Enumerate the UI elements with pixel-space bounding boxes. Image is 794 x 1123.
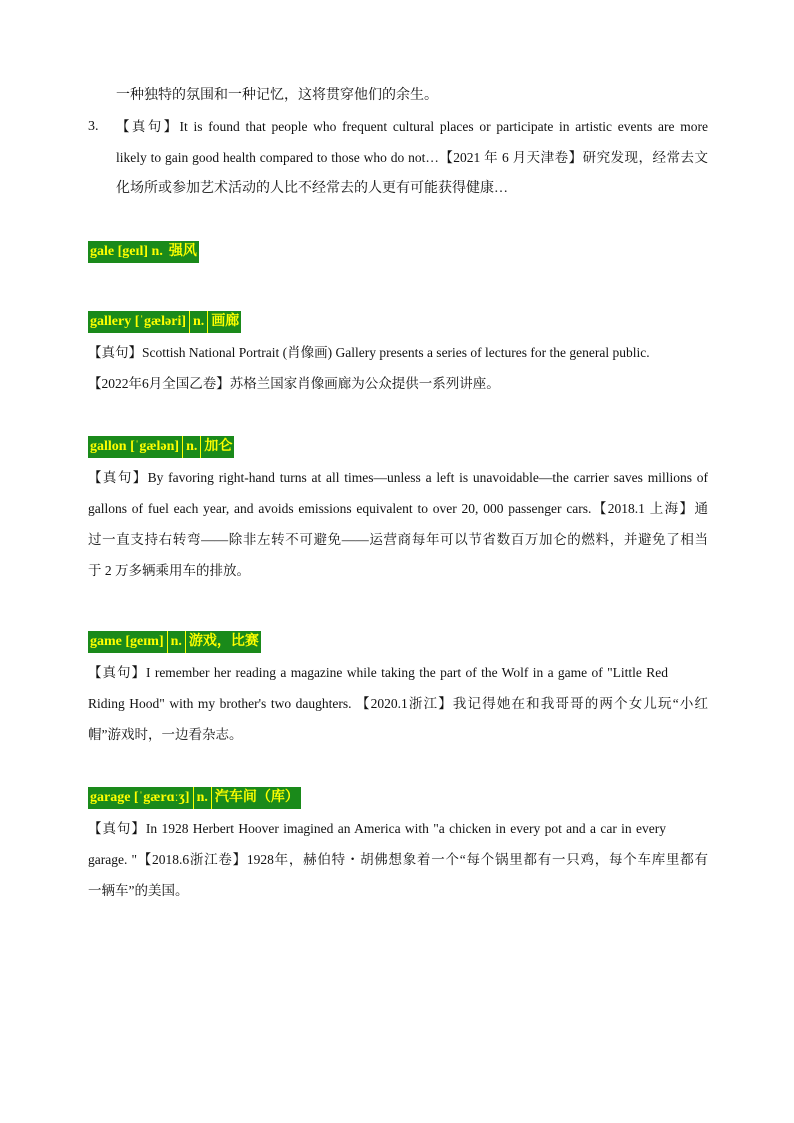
head-pos: n. [193,314,205,329]
divider [211,787,212,809]
intro-line-1: 一种独特的氛围和一种记忆，这将贯穿他们的余生。 [116,88,438,103]
divider [193,787,194,809]
head-pos: n. [170,634,182,649]
entry-line: 【真句】In 1928 Herbert Hoover imagined an America with "a chicken in every pot and a car in every [88,821,666,836]
divider [185,631,186,653]
item-number: 3. [88,119,99,134]
head-meaning: 强风 [168,244,197,259]
head-meaning: 汽车间（库） [214,790,299,805]
head-word: gallery [ˈgæləri] [90,314,187,329]
head-word: gallon [ˈgælən] [90,439,180,454]
head-meaning: 游戏，比赛 [188,634,259,649]
entry-line: 【真句】By favoring right-hand turns at all times—unless a left is unavoidable—the carrier saves millions of [88,470,708,485]
divider [200,436,201,458]
head-pos: n. [186,439,198,454]
head-meaning: 加仑 [204,439,233,454]
head-meaning: 画廊 [211,314,240,329]
entry-line: 一辆车”的美国。 [88,883,189,898]
entry-line: 于 2 万多辆乘用车的排放。 [88,563,250,578]
entry-line: 【2022年6月全国乙卷】苏格兰国家肖像画廊为公众提供一系列讲座。 [88,376,500,391]
entry-line: 帽”游戏时，一边看杂志。 [88,727,243,742]
entry-line: 【真句】I remember her reading a magazine while taking the part of the Wolf in a game of "Little Red [88,665,668,680]
divider [182,436,183,458]
entry-line: 过一直支持右转弯——除非左转不可避免——运营商每年可以节省数百万加仑的燃料，并避免了相当 [88,532,708,547]
head-word: game [geɪm] [90,634,164,649]
entry-heading-game [88,631,261,653]
intro-line-2: 【真句】It is found that people who frequent cultural places or participate in artistic events are more [116,119,708,134]
entry-line: garage. "【2018.6浙江卷】1928年，赫伯特・胡佛想象着一个“每个锅里都有一只鸡，每个车库里都有 [88,852,708,867]
entry-heading-gallery [88,311,241,333]
entry-heading-gallon [88,436,234,458]
entry-heading-gale [88,241,199,263]
divider [207,311,208,333]
entry-line: Riding Hood" with my brother's two daughters. 【2020.1浙江】我记得她在和我哥哥的两个女儿玩“小红 [88,696,708,711]
head-pos: n. [196,790,208,805]
divider [189,311,190,333]
head-word: garage [ˈgærɑːʒ] [90,790,190,805]
divider [167,631,168,653]
intro-line-4: 化场所或参加艺术活动的人比不经常去的人更有可能获得健康… [116,181,508,196]
entry-line: gallons of fuel each year, and avoids emissions equivalent to over 20, 000 passenger cars.【2018.1 上海】通 [88,501,708,516]
head-word: gale [geɪl] n. [90,244,163,259]
entry-heading-garage [88,787,301,809]
intro-line-3: likely to gain good health compared to those who do not…【2021 年 6 月天津卷】研究发现，经常去文 [116,150,708,165]
entry-line: 【真句】Scottish National Portrait (肖像画) Gallery presents a series of lectures for the general public. [88,345,650,360]
